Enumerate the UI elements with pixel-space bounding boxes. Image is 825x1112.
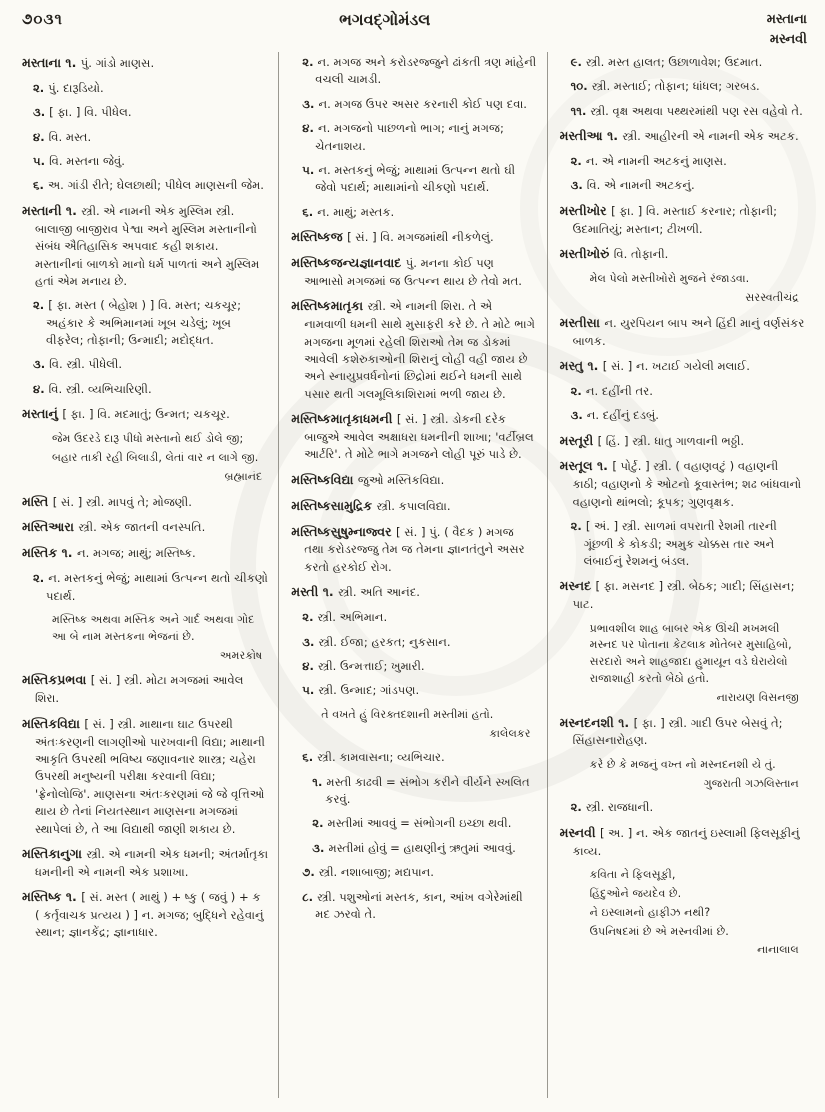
dict-quote: કરે છે કે મજનું વખ્ત નો મસ્નદનશી યે તું. [589, 757, 776, 771]
dict-entry: મસ્તૂરી [ હિં. ] સ્ત્રી. ધાતુ ગાળવાની ભઠ્ઠી. [559, 432, 745, 448]
dict-entry: મસ્તિ [ સં. ] સ્ત્રી. માપવું તે; મોજણી. [22, 493, 192, 509]
dict-entry: મસ્તી ૧. સ્ત્રી. અતિ આનંદ. [291, 584, 420, 600]
dict-phrase: ૧. મસ્તી કાઢવી = સંભોગ કરીને વીર્યને સ્ખલિત કરવું. [312, 774, 530, 807]
headword: મસ્તાના ૧. [22, 55, 81, 70]
dict-sense: ૬. અ. ગાંડી રીતે; ઘેલછાથી; પીધેલ માણસની જેમ. [33, 178, 264, 193]
page-number: ૭૦૩૧ [22, 10, 63, 28]
columns-container [0, 48, 825, 1098]
dict-sense: ૨. [ ફા. મસ્ત ( બેહોશ ) ] વિ. મસ્ત; ચકચૂર; અહંકાર કે અભિમાનમાં ખૂબ ચડેલું; ખૂબ વીફરેલ; તોફાની; ઉન્માદી; મદોદ્ધત. [33, 298, 241, 348]
dict-entry: મસ્તિક ૧. ન. મગજ; માથું; મસ્તિષ્ક. [22, 545, 196, 561]
sense-number: ૨. [33, 298, 49, 313]
dict-quote: મેલ પેલો મસ્તીખોરો મુજને રંજાડવા. [589, 272, 750, 286]
dict-quote: તે વખતે હું વિરક્તદશાની મસ્તીમાં હતો. [321, 707, 494, 721]
dict-sense: ૨. ન. મગજ અને કરોડરજ્જુને ઢાંકતી ત્રણ માંહેની વચલી ચામડી. [302, 55, 537, 87]
sense-number: ૫. [302, 683, 319, 698]
dict-attrib: કાલેલકર [489, 726, 531, 740]
dict-sense: ૭. સ્ત્રી. નશાબાજી; મદ્યપાન. [302, 865, 434, 880]
dict-entry: મસ્તિષ્કમાતૃકા સ્ત્રી. એ નામની શિરા. તે એ નામવાળી ધમની સાથે મુસાફરી કરે છે. તે મોટે ભાગે મગજના મૂળમાં રહેલી શિરાઓ તેમ જ ડોકમાં આવેલી કશેરુકાઓની શિરાનું લોહી વહી જાય છે અને સ્નાયુપ્રવર્ધનોનાં છિદ્રોમાં થઈને ધમની સાથે પસાર થતી ગલમૂલિકાશિરામાં ભળી જાય છે. [291, 298, 536, 401]
headword: મસ્તિક ૧. [22, 545, 77, 561]
column-1 [10, 52, 278, 1098]
headword: મસ્તિષ્કજ [291, 229, 348, 245]
dict-entry: મસ્નવી [ અ. ] ન. એક જાતનું ઇસ્લામી ફિલસૂફીનું કાવ્ય. [559, 824, 800, 858]
dict-sense: ૨. સ્ત્રી. અભિમાન. [302, 610, 388, 625]
sense-number: ૨. [302, 610, 318, 625]
dict-entry: મસ્તાની ૧. સ્ત્રી. એ નામની એક મુસ્લિમ સ્ત્રી. બાલાજી બાજીરાવ પેશ્વા અને મુસ્લિમ મસ્તાનીનો સંબંધ ઐતિહાસિક અપવાદ કહી શકાય. મસ્તાનીનાં બાળકો માનો ધર્મ પાળતાં અને મુસ્લિમ હતાં એમ મનાય છે. [22, 202, 260, 288]
dict-entry: મસ્તુ ૧. [ સં. ] ન. ખટાઈ ગયેલી મલાઈ. [559, 357, 750, 373]
dict-sense: ૩. સ્ત્રી. ઈજા; હરકત; નુકસાન. [302, 634, 451, 649]
dict-attrib: નારાયણ વિસનજી [716, 690, 799, 704]
headword: મસ્નદ [559, 578, 596, 594]
sense-number: ૮. [302, 889, 318, 904]
headword: મસ્તુ ૧. [559, 357, 603, 373]
headword: મસ્તીઆ ૧. [559, 128, 623, 144]
sense-number: ૫. [33, 154, 50, 169]
dict-sense: ૩. વિ. એ નામની અટકનું. [570, 178, 695, 193]
sense-number: ૩. [570, 178, 587, 193]
dict-entry: મસ્તીખોર [ ફા. ] વિ. મસ્તાઈ કરનાર; તોફાની; ઉદમાતિયું; મસ્તાન; ટીખળી. [559, 202, 778, 236]
headword: મસ્તિષ્કસામુદ્રિક [291, 497, 377, 513]
dict-entry: મસ્નદનશી ૧. [ ફા. ] સ્ત્રી. ગાદી ઉપર બેસવું તે; સિંહાસનારોહણ. [559, 714, 783, 748]
headword: મસ્તિષ્કમાતૃકાધમની [291, 411, 397, 427]
headword: મસ્તિકપ્રભવા [22, 672, 91, 688]
dict-quote: જેમ ઉદરડે દારૂ પીધો મસ્તાનો થઈ ડોલે જી; [52, 432, 244, 446]
dict-attrib: નાનાલાલ [757, 943, 799, 957]
sense-number: ૬. [302, 204, 318, 219]
dict-sense: ૫. વિ. મસ્તના જેવું. [33, 154, 125, 169]
headword: મસ્તી ૧. [291, 584, 339, 600]
sense-number: ૨. [312, 816, 328, 831]
dict-sense: ૩. ન. મગજ ઉપર અસર કરનારી કોઈ પણ દવા. [302, 96, 527, 111]
dict-attrib: અમરકોષ [219, 648, 263, 662]
dict-entry: મસ્તીઆ ૧. સ્ત્રી. આહીરની એ નામની એક અટક. [559, 128, 799, 144]
column-2 [278, 52, 546, 1098]
sense-number: ૨. [302, 55, 318, 69]
guide-word-bottom: મસ્નવી [769, 31, 807, 47]
headword: મસ્તિષ્કસુષુમ્નાજ્વર [291, 523, 397, 539]
dict-entry: મસ્તિષ્કમાતૃકાધમની [ સં. ] સ્ત્રી. ડોકની દરેક બાજુએ આવેલ અક્ષાધરા ધમનીની શાખા; 'વર્ટીબ્રલ આર્ટરિ'. તે મોટે ભાગે મગજને લોહી પૂરું પાડે છે. [291, 411, 534, 462]
dict-quote: હિંદુઓને જયદેવ છે. [589, 886, 682, 900]
headword: મસ્તિષ્ક ૧. [22, 889, 82, 905]
dict-sense: ૪. વિ. મસ્ત. [33, 129, 92, 144]
dict-entry: મસ્તિષ્કવિદ્યા જુઓ મસ્તિકવિદ્યા. [291, 471, 445, 487]
sense-number: ૧૧. [570, 103, 591, 118]
dict-entry: મસ્તિકપ્રભવા [ સં. ] સ્ત્રી. મોટા મગજમાં આવેલ શિરા. [22, 672, 244, 706]
dict-phrase: ૨. મસ્તીમાં આવવું = સંભોગની ઇચ્છા થવી. [312, 816, 512, 831]
sense-number: ૩. [302, 96, 319, 111]
headword: મસ્તિષ્કમાતૃકા [291, 298, 368, 314]
dict-entry: મસ્તિષ્ક ૧. [ સં. મસ્ત ( માથું ) + ષ્કુ ( જવું ) + ક ( કર્તૃવાચક પ્રત્યય ) ] ન. મગજ; બુદ્ધિને રહેવાનું સ્થાન; જ્ઞાનકેંદ્ર; જ્ઞાનાધાર. [22, 889, 264, 940]
sense-number: ૨. [570, 800, 586, 815]
headword: મસ્નવી [559, 824, 600, 840]
dict-quote: પ્રભાવશીલ શાહ બાબર એક ઊંચી મખમલી મસ્નદ પર પોતાના કેટલાક મોતેબર મુસાહિબો, સરદારો અને શાહજાદા હુમાયૂન વડે ઘેરાયેલો રાજાશાહી કરતો બેઠો હતો. [589, 621, 792, 685]
dict-sense: ૮. સ્ત્રી. પશુઓનાં મસ્તક, કાન, આંખ વગેરેમાંથી મદ ઝરવો તે. [302, 889, 523, 922]
dict-sense: ૪. સ્ત્રી. ઉન્મત્તાઈ; ખુમારી. [302, 658, 425, 673]
dict-sense: ૯. સ્ત્રી. મસ્ત હાલત; ઉછાળાવેશ; ઉદમાત. [570, 55, 763, 69]
dict-sense: ૪. ન. મગજનો પાછળનો ભાગ; નાનું મગજ; ચેતનાશય. [302, 121, 504, 153]
headword: મસ્તિષ્કજન્યજ્ઞાનવાદ [291, 255, 406, 271]
sense-number: ૪. [302, 658, 318, 673]
dict-sense: ૫. ન. મસ્તકનું ભેજું; માથામાં ઉત્પન્ન થતો ઘી જેવો પદાર્થ; માથામાંનો ચીકણો પદાર્થ. [302, 162, 516, 195]
dict-entry: મસ્તિકાનુગા સ્ત્રી. એ નામની એક ધમની; અંતર્માતૃકા ધમનીની એ નામની એક પ્રશાખા. [22, 845, 269, 879]
dict-sense: ૨. [ અં. ] સ્ત્રી. સાળમાં વપરાતી રેશમી તારની ગૂંછળી કે કોકડી; અમુક ચોક્કસ તાર અને લંબાઈનું રેશમનું બંડલ. [570, 519, 777, 568]
headword: મસ્તીસા [559, 314, 605, 330]
dict-entry: મસ્તિષ્કજ [ સં. ] વિ. મગજમાંથી નીકળેલું. [291, 229, 494, 245]
sense-number: ૬. [33, 178, 48, 193]
headword: મસ્તિકવિદ્યા [22, 715, 85, 731]
sense-number: ૭. [302, 865, 319, 880]
sense-number: ૧. [312, 774, 327, 789]
dict-sense: ૧૧. સ્ત્રી. વૃક્ષ અથવા પથ્થરમાંથી પણ રસ વહેવો તે. [570, 103, 803, 118]
sense-number: ૨. [33, 571, 49, 586]
dict-quote: બહાર તાકી રહી બિલાડી, લેતાં વાર ન લાગે જી. [52, 450, 259, 464]
sense-number: ૩. [570, 408, 587, 423]
headword: મસ્તિ [22, 493, 53, 509]
page-header [0, 0, 825, 48]
dict-entry: મસ્તાનું [ ફા. ] વિ. મદમાતું; ઉન્મત; ચકચૂર. [22, 406, 230, 422]
sense-number: ૧૦. [570, 79, 592, 94]
headword: મસ્તીખોર [559, 202, 612, 218]
page-title: ભગવદ્ગોમંડલ [339, 10, 431, 29]
dict-sense: ૨. સ્ત્રી. રાજધાની. [570, 800, 654, 815]
sense-number: ૪. [33, 381, 49, 396]
headword: મસ્તીખોરું [559, 246, 614, 262]
dict-quote: ને ઇસ્લામનો હાફીઝ નથી? [589, 905, 711, 919]
dict-sense: ૩. [ ફા. ] વિ. પીધેલ. [33, 105, 132, 120]
dict-sense: ૬. ન. માથું; મસ્તક. [302, 204, 395, 219]
dict-sense: ૬. સ્ત્રી. કામવાસના; વ્યભિચાર. [302, 750, 445, 765]
dict-entry: મસ્નદ [ ફા. મસનદ ] સ્ત્રી. બેઠક; ગાદી; સિંહાસન; પાટ. [559, 578, 795, 612]
sense-number: ૩. [312, 840, 329, 855]
dict-sense: ૨. ન. એ નામની અટકનું માણસ. [570, 154, 727, 169]
sense-number: ૪. [302, 121, 318, 136]
sense-number: ૩. [33, 357, 50, 372]
dict-quote: મસ્તિષ્ક અથવા મસ્તિક અને ગાર્દ અથવા ગોદ આ બે નામ મસ્તકના ભેજનાં છે. [52, 612, 255, 643]
headword: મસ્તૂલ ૧. [559, 458, 613, 474]
headword: મસ્તિકાનુગા [22, 845, 87, 861]
guide-words [767, 10, 807, 49]
dict-entry: મસ્તિકવિદ્યા [ સં. ] સ્ત્રી. માથાના ઘાટ ઉપરથી અંતઃકરણની લાગણીઓ પારખવાની વિદ્યા; માથાની આકૃતિ ઉપરથી ભવિષ્ય જણાવનાર શાસ્ત્ર; ચહેરા ઉપરથી મનુષ્યની પરીક્ષા કરવાની વિદ્યા; 'ફ્રેનોલોજિ'. માણસના અંતઃકરણમાં જે જે વૃત્તિઓ થાય છે તેનાં નિયતસ્થાન માણસના મગજમાં સ્થાપેલાં છે, તે આ વિદ્યાથી જાણી શકાય છે. [22, 715, 265, 836]
dict-sense: ૪. વિ. સ્ત્રી. વ્યભિચારિણી. [33, 381, 152, 396]
dict-sense: ૫. સ્ત્રી. ઉન્માદ; ગાંડપણ. [302, 683, 420, 698]
dict-entry: મસ્તિઆરા સ્ત્રી. એક જાતની વનસ્પતિ. [22, 519, 206, 535]
sense-number: ૩. [302, 634, 319, 649]
dict-sense: ૨. ન. મસ્તકનું ભેજું; માથામાં ઉત્પન્ન થતો ચીકણો પદાર્થ. [33, 571, 268, 603]
dict-entry: મસ્તિષ્કસુષુમ્નાજ્વર [ સં. ] પું. ( વૈદક ) મગજ તથા કરોડરજ્જુ તેમ જ તેમના જ્ઞાનતંતુને અસર કરતો હરકોઈ રોગ. [291, 523, 525, 574]
dict-sense: ૩. વિ. સ્ત્રી. પીધેલી. [33, 357, 123, 372]
dict-sense: ૩. ન. દહીંનું દડબું. [570, 408, 659, 423]
sense-number: ૫. [302, 162, 319, 177]
dict-entry: મસ્તાના ૧. પું. ગાંડો માણસ. [22, 55, 155, 70]
dict-attrib: બ્રહ્માનંદ [224, 469, 263, 483]
sense-number: ૯. [570, 55, 586, 69]
dict-entry: મસ્તીખોરું વિ. તોફાની. [559, 246, 669, 262]
guide-word-top: મસ્તાના [766, 12, 807, 27]
column-3 [547, 52, 815, 1098]
dict-attrib: સરસ્વતીચંદ્ર [745, 290, 799, 304]
dict-entry: મસ્તિષ્કજન્યજ્ઞાનવાદ પું. મનના કોઈ પણ આભાસો મગજમાં જ ઉત્પન્ન થાય છે તેવો મત. [291, 255, 522, 288]
sense-number: ૪. [33, 129, 49, 144]
sense-number: ૨. [570, 154, 586, 169]
headword: મસ્તિઆરા [22, 519, 79, 535]
headword: મસ્તાનું [22, 406, 63, 422]
dict-quote: કવિતા ને ફિલસૂફી, [589, 868, 676, 882]
dict-entry: મસ્તિષ્કસામુદ્રિક સ્ત્રી. કપાલવિદ્યા. [291, 497, 451, 513]
dict-quote: ઉપનિષદમાં છે એ મસ્નવીમાં છે. [589, 924, 729, 938]
dict-entry: મસ્તીસા ન. યુરપિયન બાપ અને હિંદી માનું વર્ણસંકર બાળક. [559, 314, 805, 348]
headword: મસ્નદનશી ૧. [559, 714, 634, 730]
dict-sense: ૧૦. સ્ત્રી. મસ્તાઈ; તોફાન; ધાંધલ; ગરબડ. [570, 79, 760, 94]
dict-attrib: ગુજરાતી ગઝલિસ્તાન [703, 776, 799, 790]
sense-number: ૨. [33, 80, 49, 95]
headword: મસ્તાની ૧. [22, 202, 82, 218]
dict-phrase: ૩. મસ્તીમાં હોવું = હાથણીનું ઋતુમાં આવવું. [312, 840, 516, 855]
sense-number: ૨. [570, 519, 586, 534]
sense-number: ૨. [570, 383, 586, 398]
headword: મસ્તૂરી [559, 432, 598, 448]
dict-entry: મસ્તૂલ ૧. [ પોર્ટુ. ] સ્ત્રી. ( વહાણવટું ) વહાણની કાઠી; વહાણનો કે ઓટનો કૂવાસ્તંભ; શઢ બાંધવાનો વહાણનો થાંભલો; કૂપક; ગુણવૃક્ષક. [559, 458, 802, 509]
headword: મસ્તિષ્કવિદ્યા [291, 471, 358, 487]
dict-sense: ૨. ન. દહીંની તર. [570, 383, 653, 398]
sense-number: ૬. [302, 750, 318, 765]
dict-sense: ૨. પું. દારૂડિયો. [33, 80, 104, 95]
sense-number: ૩. [33, 105, 50, 120]
